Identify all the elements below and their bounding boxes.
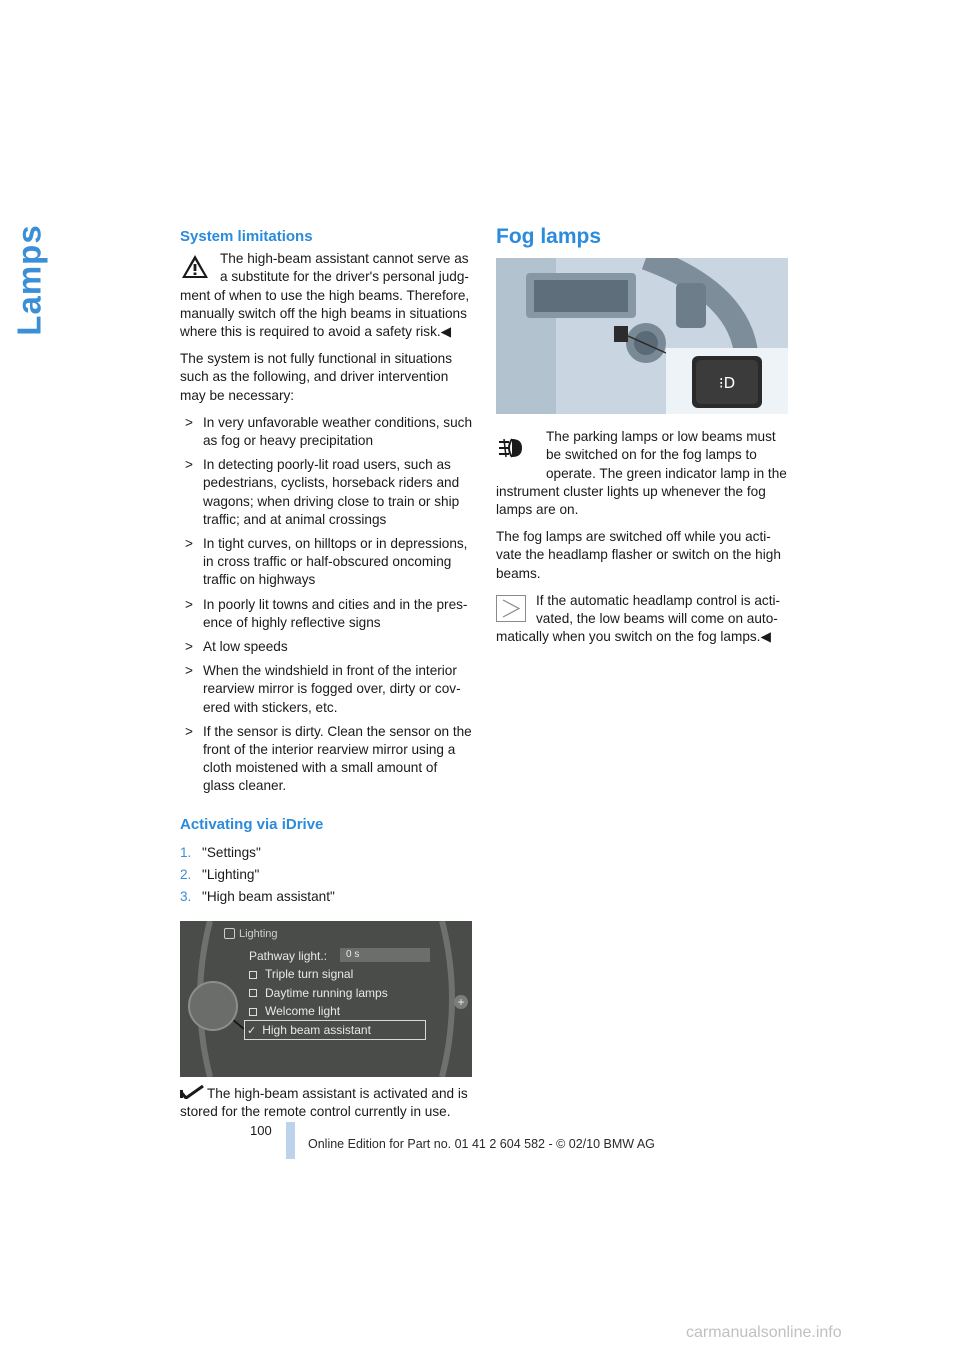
activated-note: The high-beam assistant is activated and is stored for the remote control currently in use. — [180, 1085, 468, 1119]
menu-item-high-beam-assistant[interactable]: ✓ High beam assistant — [245, 1021, 425, 1040]
checkmark-icon — [180, 1085, 204, 1099]
system-limitations-heading: System limitations — [180, 228, 313, 245]
controller-dial-icon — [188, 981, 238, 1031]
plus-icon: + — [454, 995, 468, 1009]
warning-paragraph — [180, 250, 472, 341]
screen-title: Lighting — [224, 925, 278, 943]
step-item: 3. "High beam assistant" — [180, 889, 335, 905]
page-footer — [0, 1117, 960, 1162]
list-item: > In detecting poorly-lit road users, such as pedestrians, cyclists, horseback riders and wagons; when driving close to train or ship traffic; and at animal crossings — [185, 457, 460, 527]
warning-icon — [180, 253, 210, 280]
list-item: > If the sensor is dirty. Clean the sensor on the front of the interior rearview mirror using a cloth moistened with a small amount of glass cleaner. — [185, 723, 472, 794]
list-item: > When the windshield in front of the interior rearview mirror is fogged over, dirty or cov-ered with stickers, etc. — [185, 663, 461, 715]
checkmark-icon: ✓ — [247, 1024, 257, 1037]
lighting-menu — [245, 947, 425, 1040]
left-column — [180, 228, 472, 1130]
fog-lamp-switch-illustration — [496, 258, 788, 414]
limitations-list — [180, 414, 472, 796]
activation-steps — [180, 844, 472, 907]
fog-lamps-para2: The fog lamps are switched off while you acti-vate the headlamp flasher or switch on the high beams. — [496, 529, 781, 581]
list-item: > In tight curves, on hilltops or in depressions, in cross traffic or half-obscured oncoming traffic on highways — [185, 536, 468, 588]
menu-item-welcome-light[interactable]: Welcome light — [245, 1002, 425, 1021]
fog-lamps-note: If the automatic headlamp control is acti-vated, the low beams will come on auto-matically when you switch on the fog lamps.◀ — [496, 592, 781, 645]
checkbox-icon — [249, 989, 257, 997]
step-item: 1. "Settings" — [180, 844, 261, 860]
limitations-intro: The system is not fully functional in situations such as the following, and driver intervention may be necessary: — [180, 351, 453, 403]
list-item: > In very unfavorable weather conditions, such as fog or heavy precipitation — [185, 414, 473, 449]
idrive-lighting-screen — [180, 921, 472, 1077]
page-number: 100 — [250, 1123, 272, 1138]
warning-text: The high-beam assistant cannot serve as a substitute for the driver's personal judg-ment of when to use the high beams. Therefore, manually switch off the high beams in situations where this is required to avoid a safety risk.◀ — [180, 251, 470, 340]
list-item: > At low speeds — [185, 639, 288, 655]
checkbox-icon — [249, 971, 257, 979]
menu-item-triple-turn-signal[interactable]: Triple turn signal — [245, 965, 425, 984]
list-item: > In poorly lit towns and cities and in the pres-ence of highly reflective signs — [185, 596, 468, 630]
menu-item-pathway-light[interactable]: Pathway light.: 0 s — [245, 947, 425, 966]
right-column — [496, 225, 792, 655]
fog-lamps-heading: Fog lamps — [496, 225, 602, 248]
note-icon — [496, 595, 526, 622]
svg-text:⁝D: ⁝D — [718, 374, 736, 393]
section-side-tab — [8, 225, 52, 335]
menu-item-daytime-running-lamps[interactable]: Daytime running lamps — [245, 984, 425, 1003]
checkbox-icon — [249, 1008, 257, 1016]
step-item: 2. "Lighting" — [180, 867, 260, 883]
edition-text: Online Edition for Part no. 01 41 2 604 582 - © 02/10 BMW AG — [308, 1137, 655, 1151]
fog-lamp-switch-photo — [496, 258, 788, 414]
fog-lamp-indicator-icon — [496, 431, 536, 465]
settings-icon — [224, 928, 235, 939]
watermark: carmanualsonline.info — [686, 1324, 842, 1341]
side-tab-label: Lamps — [11, 224, 48, 336]
fog-lamps-para1: The parking lamps or low beams must be switched on for the fog lamps to operate. The green indicator lamp in the instrument cluster lights up whenever the fog lamps are on. — [496, 429, 787, 518]
activating-heading: Activating via iDrive — [180, 815, 324, 833]
footer-accent-bar — [286, 1122, 295, 1159]
pathway-light-value: 0 s — [340, 948, 430, 962]
